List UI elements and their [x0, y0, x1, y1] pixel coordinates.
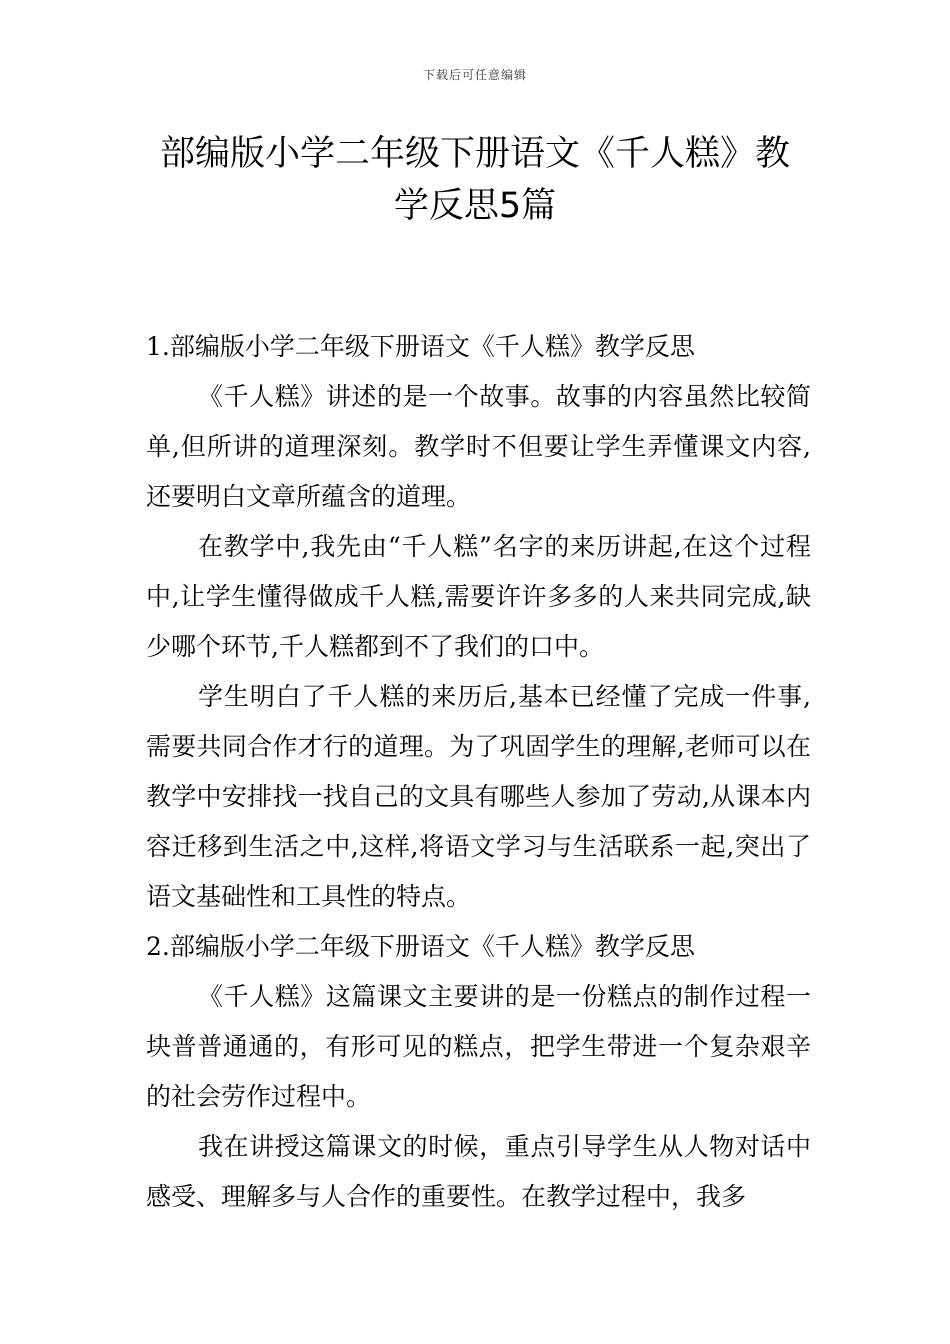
document-body [146, 322, 811, 1222]
paragraph: 《千人糕》这篇课文主要讲的是一份糕点的制作过程一块普普通通的，有形可见的糕点，把学生带进一个复杂艰辛的社会劳作过程中。 [146, 982, 811, 1111]
section-2 [146, 922, 811, 1222]
title-line-2: 学反思5篇 [393, 186, 557, 226]
paragraph: 《千人糕》讲述的是一个故事。故事的内容虽然比较简单,但所讲的道理深刻。教学时不但要让学生弄懂课文内容,还要明白文章所蕴含的道理。 [146, 382, 811, 511]
paragraph: 在教学中,我先由“千人糕”名字的来历讲起,在这个过程中,让学生懂得做成千人糕,需要许许多多的人来共同完成,缺少哪个环节,千人糕都到不了我们的口中。 [146, 532, 811, 661]
title-line-1: 部编版小学二年级下册语文《千人糕》教 [159, 134, 790, 174]
paragraph: 我在讲授这篇课文的时候，重点引导学生从人物对话中感受、理解多与人合作的重要性。在教学过程中，我多 [146, 1132, 811, 1211]
header-note: 下载后可任意编辑 [422, 68, 527, 82]
section-1 [146, 322, 811, 922]
section-heading: 1.部编版小学二年级下册语文《千人糕》教学反思 [146, 332, 695, 361]
document-title [120, 128, 830, 232]
paragraph: 学生明白了千人糕的来历后,基本已经懂了完成一件事,需要共同合作才行的道理。为了巩固学生的理解,老师可以在教学中安排找一找自己的文具有哪些人参加了劳动,从课本内容迁移到生活之中,这样,将语文学习与生活联系一起,突出了语文基础性和工具性的特点。 [146, 682, 811, 911]
section-heading: 2.部编版小学二年级下册语文《千人糕》教学反思 [146, 932, 695, 961]
